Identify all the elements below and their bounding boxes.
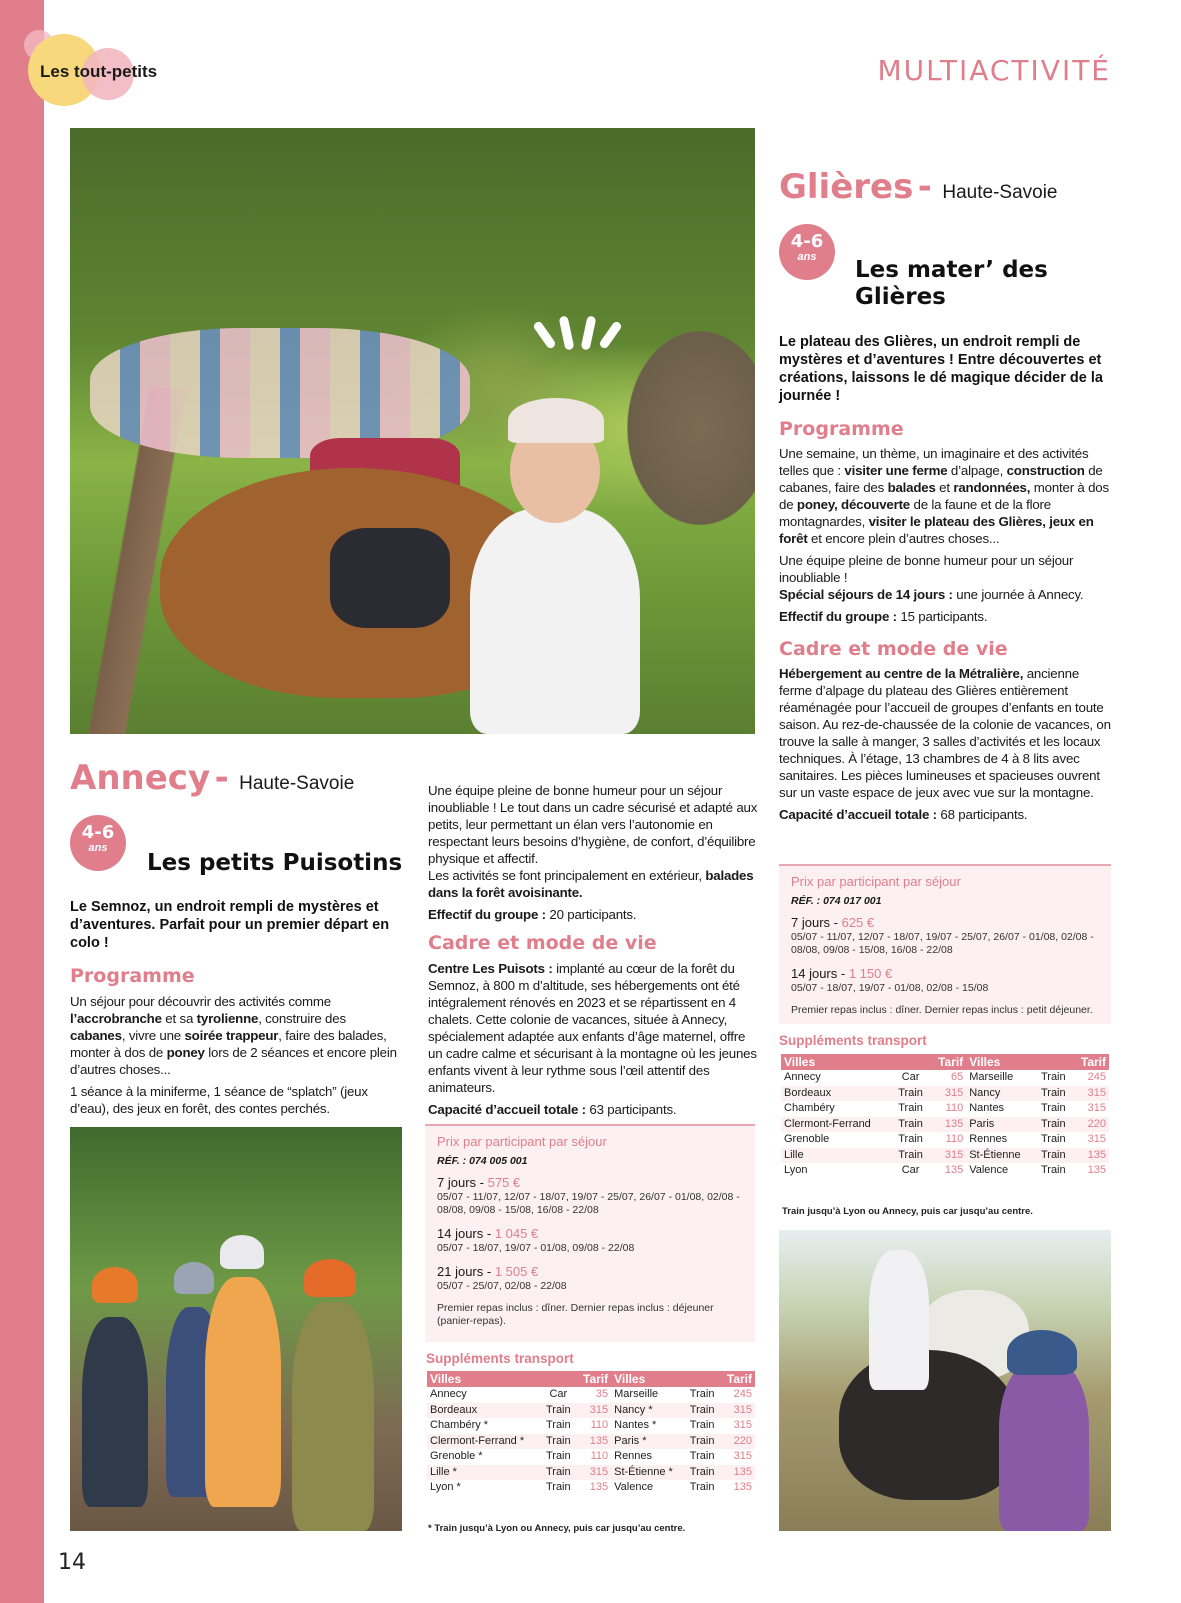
col-city: Villes (611, 1371, 685, 1387)
transport-price: 65 (950, 1071, 964, 1084)
transport-row (781, 1086, 1109, 1102)
transport-city: Lille * (427, 1465, 541, 1481)
annecy-heading (70, 758, 354, 798)
transport-city: Lyon (784, 1164, 808, 1177)
price-duration: 7 jours - 575 € 05/07 - 11/07, 12/07 - 18/07, 19/07 - 25/07, 26/07 - 01/08, 02/08 - 08/08, 09/08 - 15/08, 16/08 - 22/08 (437, 1175, 740, 1216)
transport-row (781, 1117, 1109, 1133)
transport-row (427, 1418, 755, 1434)
capacity: Capacité d’accueil totale : 68 participants. (779, 807, 1028, 822)
age-badge (779, 224, 835, 280)
cadre-paragraph: Centre Les Puisots : implanté au cœur de la forêt du Semnoz, à 800 m d’altitude, ses hébergements ont été intégralement rénovés en 2023 et se répartissent en 4 chalets. Cette colonie de vacances, située à Annecy, spécialement adaptée aux enfants d’âge maternel, offre un cadre calme et sécurisant à la montagne où les jeunes enfants vivent à leur rythme sous l’œil attentif des animateurs. (428, 961, 757, 1095)
col-price: Tarif (720, 1371, 755, 1387)
photo-children-with-pony (779, 1230, 1111, 1531)
transport-price: 110 (590, 1419, 609, 1432)
transport-city: Nantes (969, 1102, 1005, 1115)
col-price: Tarif (576, 1371, 611, 1387)
price-duration: 14 jours - 1 150 € 05/07 - 18/07, 19/07 - 01/08, 02/08 - 15/08 (791, 966, 989, 994)
category-tag (24, 30, 158, 110)
programme-text (779, 445, 1114, 630)
transport-price: 245 (733, 1388, 752, 1401)
transport-mode: Train (689, 1481, 715, 1494)
reference-number: RÉF. : 074 005 001 (437, 1155, 528, 1167)
transport-price: 245 (1087, 1071, 1106, 1084)
transport-city: Clermont-Ferrand (781, 1117, 892, 1133)
age-range: 4-6 (81, 822, 115, 843)
programme-heading: Programme (70, 965, 195, 987)
transport-city: Annecy (430, 1388, 467, 1401)
transport-mode: Train (541, 1465, 576, 1481)
transport-price: 110 (590, 1450, 609, 1463)
col-city: Villes (966, 1054, 1035, 1070)
transport-city: Rennes (969, 1133, 1008, 1146)
transport-mode: Train (1035, 1086, 1072, 1102)
age-range: 4-6 (790, 231, 824, 252)
transport-price: 135 (1072, 1148, 1109, 1164)
transport-price: 315 (1072, 1086, 1109, 1102)
transport-price: 220 (720, 1434, 755, 1450)
transport-price: 315 (929, 1148, 966, 1164)
transport-price: 135 (944, 1164, 964, 1177)
white-helmet (220, 1235, 264, 1269)
stay-title: Les mater’ des Glières (855, 257, 1048, 310)
programme-heading: Programme (779, 418, 904, 440)
transport-row (427, 1434, 755, 1450)
col-price: Tarif (1072, 1054, 1109, 1070)
blue-helmet (1007, 1330, 1077, 1375)
child (205, 1277, 281, 1507)
transport-table (781, 1054, 1109, 1179)
destination-region: Haute-Savoie (239, 773, 355, 794)
transport-row (427, 1403, 755, 1419)
transport-mode: Train (892, 1148, 929, 1164)
cadre-text (779, 665, 1114, 828)
price-heading: Prix par participant par séjour (437, 1134, 607, 1149)
transport-price: 315 (733, 1450, 752, 1463)
transport-price: 220 (1072, 1117, 1109, 1133)
title-dash: - (917, 167, 932, 207)
transport-mode: Train (541, 1403, 576, 1419)
transport-mode: Train (689, 1388, 715, 1401)
team-paragraph: Une équipe pleine de bonne humeur pour un séjour inoubliable ! Le tout dans un cadre sécurisé et adapté aux petits, leur permettant un élan vers l’autonomie en respectant leurs besoins d’hygiène, de confort, d’équilibre physique et affectif. Les activités se font principalement en extérieur, balades dans la forêt avoisinante. (428, 783, 758, 900)
black-white-pony (839, 1350, 1019, 1500)
transport-mode: Train (545, 1481, 571, 1494)
transport-mode: Car (549, 1388, 568, 1401)
transport-mode: Train (1040, 1102, 1066, 1115)
col-city: Villes (427, 1371, 541, 1387)
programme-text (70, 993, 400, 1122)
transport-mode: Train (898, 1102, 923, 1115)
transport-mode: Train (685, 1434, 720, 1450)
price-heading: Prix par participant par séjour (791, 874, 961, 889)
transport-city: St-Étienne * (611, 1465, 685, 1481)
glieres-heading (779, 167, 1058, 207)
meal-info: Premier repas inclus : dîner. Dernier repas inclus : déjeuner (panier-repas). (437, 1302, 714, 1327)
team-paragraph: Une équipe pleine de bonne humeur pour un séjour inoubliable ! Spécial séjours de 14 jours : une journée à Annecy. (779, 553, 1084, 602)
transport-price: 315 (576, 1403, 611, 1419)
transport-price: 315 (733, 1419, 752, 1432)
transport-city: Bordeaux (781, 1086, 892, 1102)
page-number: 14 (58, 1550, 86, 1575)
girl-cap (508, 398, 604, 443)
transport-mode: Train (892, 1117, 929, 1133)
transport-table (427, 1371, 755, 1496)
group-size: Effectif du groupe : 15 participants. (779, 609, 988, 624)
transport-row (781, 1148, 1109, 1164)
transport-mode: Train (1040, 1164, 1066, 1177)
stay-title: Les petits Puisotins (147, 850, 403, 876)
transport-mode: Train (898, 1133, 923, 1146)
transport-city: Annecy (784, 1071, 821, 1084)
transport-city: Marseille (614, 1388, 659, 1401)
transport-mode: Train (685, 1465, 720, 1481)
transport-city: Lyon * (430, 1481, 461, 1494)
transport-mode: Train (1040, 1133, 1066, 1146)
transport-price: 135 (1087, 1164, 1106, 1177)
destination-region: Haute-Savoie (942, 182, 1058, 203)
transport-price: 35 (595, 1388, 609, 1401)
transport-city: Paris (966, 1117, 1035, 1133)
age-unit: ans (88, 842, 108, 854)
cadre-heading: Cadre et mode de vie (779, 638, 1008, 660)
cadre-paragraph: Hébergement au centre de la Métralière, ancienne ferme d’alpage du plateau des Glières entièrement réaménagée pour l’accueil de groupes d’enfants en toute saison. Au rez-de-chaussée de la colonie de vacances, on trouve la salle à manger, 3 salles d’activités et les locaux techniques. À l’étage, 13 chambres de 4 à 8 lits avec sanitaires. Les pièces lumineuses et spacieuses ouvrent sur un vaste espace de jeux avec vue sur la montagne. (779, 666, 1111, 800)
destination-city: Glières (779, 167, 914, 207)
transport-price: 315 (929, 1086, 966, 1102)
transport-city: Nantes * (614, 1419, 657, 1432)
transport-heading: Suppléments transport (426, 1351, 574, 1366)
programme-paragraph-2: 1 séance à la miniferme, 1 séance de “splatch” (jeux d’eau), des jeux en forêt, des contes perchés. (70, 1084, 368, 1116)
transport-price: 110 (945, 1133, 964, 1146)
grey-helmet (174, 1262, 214, 1294)
side-color-band (0, 0, 44, 1603)
orange-helmet (92, 1267, 138, 1303)
transport-city: Marseille (969, 1071, 1014, 1084)
transport-heading: Suppléments transport (779, 1033, 927, 1048)
transport-mode: Car (901, 1164, 920, 1177)
transport-city: Grenoble * (430, 1450, 483, 1463)
transport-city: Nancy * (611, 1403, 685, 1419)
section-title: MULTIACTIVITÉ (877, 54, 1111, 87)
transport-row (427, 1465, 755, 1481)
price-box (425, 1124, 755, 1342)
transport-city: Valence (969, 1164, 1009, 1177)
transport-price: 110 (945, 1102, 964, 1115)
cadre-text (428, 960, 758, 1123)
transport-price: 315 (576, 1465, 611, 1481)
price-duration: 21 jours - 1 505 € 05/07 - 25/07, 02/08 - 22/08 (437, 1264, 567, 1292)
orange-helmet (304, 1259, 356, 1297)
transport-price: 315 (1087, 1133, 1106, 1146)
transport-mode: Train (689, 1450, 715, 1463)
cadre-heading: Cadre et mode de vie (428, 932, 657, 954)
sparkle-lines-decor (540, 310, 630, 350)
transport-city: Rennes (614, 1450, 653, 1463)
annecy-col2-text (428, 782, 758, 928)
reference-number: RÉF. : 074 017 001 (791, 895, 882, 907)
transport-mode: Train (545, 1419, 571, 1432)
transport-price: 315 (720, 1403, 755, 1419)
destination-city: Annecy (70, 758, 211, 798)
price-duration: 7 jours - 625 € 05/07 - 11/07, 12/07 - 18/07, 19/07 - 25/07, 26/07 - 01/08, 02/08 - 08/08, 09/08 - 15/08, 16/08 - 22/08 (791, 915, 1094, 956)
programme-paragraph: Un séjour pour découvrir des activités comme l’accrobranche et sa tyrolienne, construire des cabanes, vivre une soirée trappeur, faire des balades, monter à dos de poney lors de 2 séances et encore plein d’autres choses... (70, 994, 397, 1077)
transport-mode: Train (545, 1450, 571, 1463)
transport-mode: Train (689, 1419, 715, 1432)
transport-price: 135 (720, 1465, 755, 1481)
transport-mode: Car (901, 1071, 920, 1084)
transport-price: 135 (929, 1117, 966, 1133)
saddle (330, 528, 450, 628)
girl-rider (869, 1250, 929, 1390)
capacity: Capacité d’accueil totale : 63 participants. (428, 1102, 677, 1117)
transport-price: 315 (1087, 1102, 1106, 1115)
title-dash: - (214, 758, 229, 798)
transport-row (781, 1132, 1109, 1148)
transport-city: Grenoble (784, 1133, 830, 1146)
age-unit: ans (797, 251, 817, 263)
col-city: Villes (781, 1054, 892, 1070)
transport-row (427, 1449, 755, 1465)
transport-city: Chambéry (784, 1102, 835, 1115)
girl-in-white-tshirt (470, 508, 640, 734)
transport-city: Nancy (966, 1086, 1035, 1102)
transport-row (427, 1387, 755, 1403)
transport-row (781, 1101, 1109, 1117)
child (82, 1317, 148, 1507)
child (292, 1302, 374, 1531)
price-box (779, 864, 1111, 1024)
stay-intro: Le plateau des Glières, un endroit rempli de mystères et d’aventures ! Entre découvertes et créations, laissons le dé magique décider de la journée ! (779, 334, 1103, 404)
transport-row (781, 1163, 1109, 1179)
transport-mode: Train (1040, 1071, 1066, 1084)
transport-mode: Train (1035, 1117, 1072, 1133)
transport-mode: Train (541, 1434, 576, 1450)
transport-city: St-Étienne (966, 1148, 1035, 1164)
transport-price: 135 (589, 1481, 609, 1494)
girl-in-purple (999, 1360, 1089, 1531)
price-duration: 14 jours - 1 045 € 05/07 - 18/07, 19/07 - 01/08, 09/08 - 22/08 (437, 1226, 635, 1254)
transport-footnote: * Train jusqu’à Lyon ou Annecy, puis car jusqu’au centre. (428, 1523, 686, 1534)
transport-city: Chambéry * (430, 1419, 489, 1432)
transport-city: Bordeaux (427, 1403, 541, 1419)
programme-paragraph: Une semaine, un thème, un imaginaire et des activités telles que : visiter une ferme d’alpage, construction de cabanes, faire des balades et randonnées, monter à dos de poney, découverte de la faune et de la flore montagnardes, visiter le plateau des Glières, jeux en forêt et encore plein d’autres choses... (779, 446, 1109, 546)
photo-children-accrobranche (70, 1127, 402, 1531)
transport-row (427, 1480, 755, 1496)
transport-price: 135 (576, 1434, 611, 1450)
transport-city: Valence (614, 1481, 654, 1494)
photo-children-with-ponies (70, 128, 755, 734)
age-badge (70, 815, 126, 871)
group-size: Effectif du groupe : 20 participants. (428, 907, 637, 922)
transport-footnote: Train jusqu’à Lyon ou Annecy, puis car jusqu’au centre. (782, 1206, 1033, 1217)
stay-intro: Le Semnoz, un endroit rempli de mystères et d’aventures. Parfait pour un premier départ en colo ! (70, 899, 390, 951)
transport-mode: Train (892, 1086, 929, 1102)
col-price: Tarif (929, 1054, 966, 1070)
transport-city: Lille (781, 1148, 892, 1164)
meal-info: Premier repas inclus : dîner. Dernier repas inclus : petit déjeuner. (791, 1004, 1093, 1016)
transport-city: Clermont-Ferrand * (427, 1434, 541, 1450)
transport-price: 135 (733, 1481, 752, 1494)
transport-mode: Train (685, 1403, 720, 1419)
transport-city: Paris * (611, 1434, 685, 1450)
transport-row (781, 1070, 1109, 1086)
category-label: Les tout-petits (40, 62, 158, 81)
transport-mode: Train (1035, 1148, 1072, 1164)
